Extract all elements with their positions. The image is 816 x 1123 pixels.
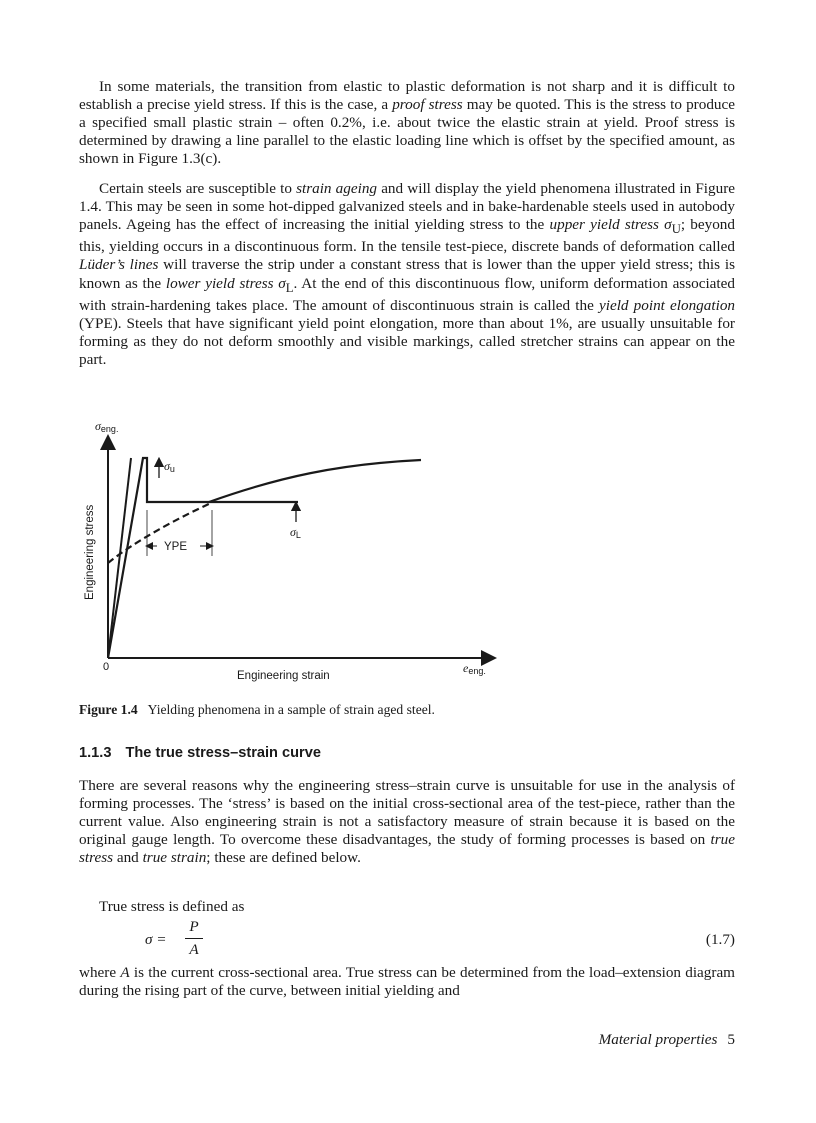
elastic-loading-line	[108, 458, 131, 658]
x-axis-title: Engineering strain	[237, 670, 330, 682]
y-axis-symbol: σeng.	[95, 419, 119, 434]
ype-label: YPE	[164, 541, 188, 553]
section-heading: 1.1.3 The true stress–strain curve	[79, 745, 321, 761]
origin-label: 0	[103, 661, 110, 673]
stress-strain-curve-yield	[108, 458, 298, 658]
x-axis-symbol: eeng.	[463, 661, 486, 676]
equation-1-7: σ = P A (1.7)	[145, 918, 735, 958]
fraction: P A	[185, 918, 203, 959]
y-axis-title: Engineering stress	[84, 504, 96, 600]
paragraph-true-stress-defined: True stress is defined as	[99, 898, 245, 915]
figure-caption: Figure 1.4 Yielding phenomena in a sample of strain aged steel.	[79, 702, 435, 717]
paragraph-strain-ageing: Certain steels are susceptible to strain ageing and will display the yield phenomena illustrated in Figure 1.4. This may be seen in some hot-dipped galvanized steels and in bake-hardenable steels used in autobody panels. Ageing has the effect of increasing the initial yielding stress to the upper yield stress $\sigma_U$; beyond this, yielding occurs in a discontinuous form. In the tensile test-piece, discrete bands of deformation called Lüder’s lines will traverse the strip under a constant stress that is lower than the upper yield stress; this is known as the lower yield stress $\sigma_L$. At the end of this discontinuous flow, uniform deformation associated with strain-hardening takes place. The amount of discontinuous strain is called the yield point elongation (YPE). Steels that have significant yield point elongation, more than about 1%, are usually unsuitable for forming as they do not deform smoothly and visible markings, called stretcher strains can appear on the part.	[79, 180, 736, 368]
page-footer: Material properties 5	[598, 1031, 735, 1048]
sigma-u-label: σu	[164, 459, 175, 474]
paragraph-proof-stress: In some materials, the transition from elastic to plastic deformation is not sharp and it is difficult to establish a precise yield stress. If this is the case, a proof stress may be quoted. This is the stress to produce a specified small plastic strain – often 0.2%, i.e. about twice the elastic strain at yield. Proof stress is determined by drawing a line parallel to the elastic loading line which is offset by the specified amount, as shown in Figure 1.3(c).	[79, 78, 735, 168]
sigma-l-label: σL	[290, 525, 301, 540]
paragraph-current-area: where A is the current cross-sectional area. True stress can be determined from the load–extension diagram during the rising part of the curve, between initial yielding and	[79, 964, 735, 1000]
yield-diagram	[79, 412, 735, 692]
dashed-non-aged-curve	[108, 503, 211, 563]
figure-yield-phenomena	[79, 412, 735, 692]
strain-hardening-curve	[209, 460, 421, 502]
paragraph-true-stress-intro: There are several reasons why the engineering stress–strain curve is unsuitable for use in the analysis of forming processes. The ‘stress’ is based on the initial cross-sectional area of the test-piece, rather than the current value. Also engineering strain is not a satisfactory measure of strain because it is based on the original gauge length. To overcome these disadvantages, the study of forming processes is based on true stress and true strain; these are defined below.	[79, 777, 735, 867]
